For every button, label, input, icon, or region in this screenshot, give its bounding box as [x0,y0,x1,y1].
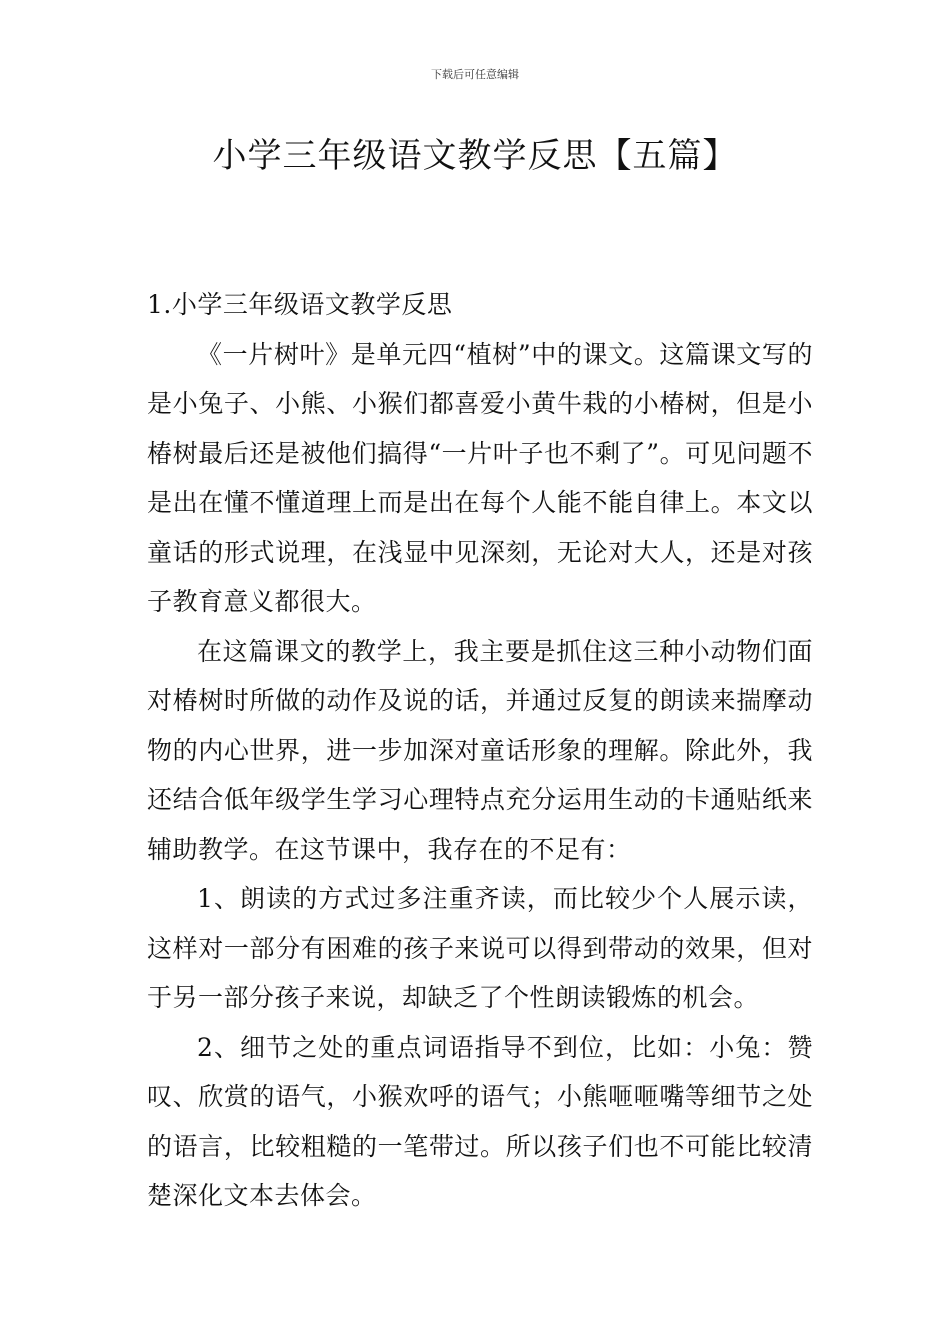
paragraph-4: 2、细节之处的重点词语指导不到位，比如：小兔：赞叹、欣赏的语气，小猴欢呼的语气；小熊咂咂嘴等细节之处的语言，比较粗糙的一笔带过。所以孩子们也不可能比较清楚深化文本去体会。 [147,1032,813,1210]
document-title: 小学三年级语文教学反思【五篇】 [212,136,738,176]
section-heading: 1.小学三年级语文教学反思 [147,290,453,319]
header-note: 下载后可任意编辑 [431,68,519,81]
paragraph-1: 《一片树叶》是单元四“植树”中的课文。这篇课文写的是小兔子、小熊、小猴们都喜爱小黄牛栽的小椿树，但是小椿树最后还是被他们搞得“一片叶子也不剩了”。可见问题不是出在懂不懂道理上而是出在每个人能不能自律上。本文以童话的形式说理，在浅显中见深刻，无论对大人，还是对孩子教育意义都很大。 [147,339,813,616]
paragraph-3: 1、朗读的方式过多注重齐读，而比较少个人展示读，这样对一部分有困难的孩子来说可以得到带动的效果，但对于另一部分孩子来说，却缺乏了个性朗读锻炼的机会。 [147,884,813,1012]
paragraph-2: 在这篇课文的教学上，我主要是抓住这三种小动物们面对椿树时所做的动作及说的话，并通过反复的朗读来揣摩动物的内心世界，进一步加深对童话形象的理解。除此外，我还结合低年级学生学习心理特点充分运用生动的卡通贴纸来辅助教学。在这节课中，我存在的不足有： [147,636,813,864]
document-body [147,280,813,1221]
